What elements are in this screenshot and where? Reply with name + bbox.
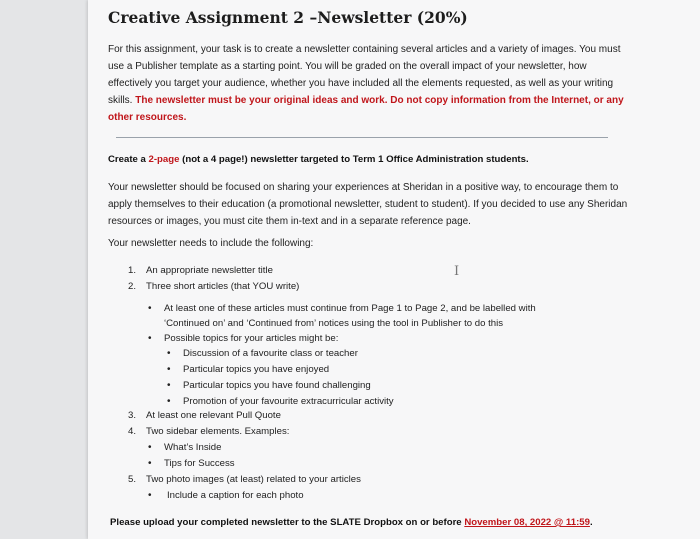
requirements-label: Your newsletter needs to include the following:	[108, 238, 314, 249]
bullet: •	[148, 303, 152, 314]
topic-item: Particular topics you have enjoyed	[183, 364, 330, 375]
topic-item: Discussion of a favourite class or teacher	[183, 348, 358, 359]
list-number-5: 5.	[128, 474, 137, 485]
document-page	[88, 0, 700, 539]
bullet: •	[167, 396, 171, 407]
intro-text: For this assignment, your task is to create a newsletter containing several articles and a variety of images. You must use a Publisher template as a starting point. You will be graded on the overall impact of your newsletter, how effectively you target your audience, whether you have included all the elements requested, as well as your writing skills.	[108, 44, 621, 106]
intro-paragraph	[108, 41, 628, 126]
list-item-1: An appropriate newsletter title	[146, 265, 273, 276]
sidebar-example: Tips for Success	[164, 458, 235, 469]
create-before: Create a	[108, 154, 149, 165]
bullet: •	[148, 442, 152, 453]
bullet: •	[167, 364, 171, 375]
list-number-4: 4.	[128, 426, 137, 437]
list-number-3: 3.	[128, 410, 137, 421]
upload-after: .	[589, 517, 593, 528]
list-item-2: Three short articles (that YOU write)	[146, 281, 300, 292]
list-item-4: Two sidebar elements. Examples:	[146, 426, 290, 437]
bullet: •	[148, 333, 152, 344]
topic-item: Particular topics you have found challenging	[183, 380, 371, 391]
deadline-text: November 08, 2022 @ 11:59	[464, 517, 590, 528]
bullet: •	[167, 348, 171, 359]
divider-rule	[116, 137, 608, 138]
bullet: •	[148, 490, 152, 501]
list-number-1: 1.	[128, 265, 137, 276]
list-item-2-sub-1-cont: ‘Continued on’ and ‘Continued from’ notices using the tool in Publisher to do this	[164, 318, 504, 329]
list-item-2-sub-2: Possible topics for your articles might be:	[164, 333, 339, 344]
sidebar-example: What’s Inside	[164, 442, 222, 453]
bullet: •	[148, 458, 152, 469]
create-instruction	[108, 154, 529, 165]
upload-instruction	[110, 517, 593, 528]
create-after: (not a 4 page!) newsletter targeted to Term 1 Office Administration students.	[179, 154, 529, 165]
list-item-5-sub: Include a caption for each photo	[167, 490, 304, 501]
topic-item: Promotion of your favourite extracurricular activity	[183, 396, 394, 407]
intro-emphasis: The newsletter must be your original ideas and work. Do not copy information from the Internet, or any other resources.	[108, 95, 624, 123]
list-number-2: 2.	[128, 281, 137, 292]
bullet: •	[167, 380, 171, 391]
list-item-3: At least one relevant Pull Quote	[146, 410, 281, 421]
text-cursor-icon: I	[454, 264, 460, 279]
document-title: Creative Assignment 2 –Newsletter (20%)	[108, 8, 468, 27]
create-highlight: 2-page	[148, 154, 180, 165]
focus-paragraph: Your newsletter should be focused on sharing your experiences at Sheridan in a positive way, to encourage them to apply themselves to their education (a promotional newsletter, student to student). If you decided to use any Sheridan resources or images, you must cite them in-text and in a separate reference page.	[108, 182, 628, 227]
upload-before: Please upload your completed newsletter to the SLATE Dropbox on or before	[110, 517, 465, 528]
list-item-5: Two photo images (at least) related to your articles	[146, 474, 361, 485]
list-item-2-sub-1: At least one of these articles must continue from Page 1 to Page 2, and be labelled with	[164, 303, 536, 314]
